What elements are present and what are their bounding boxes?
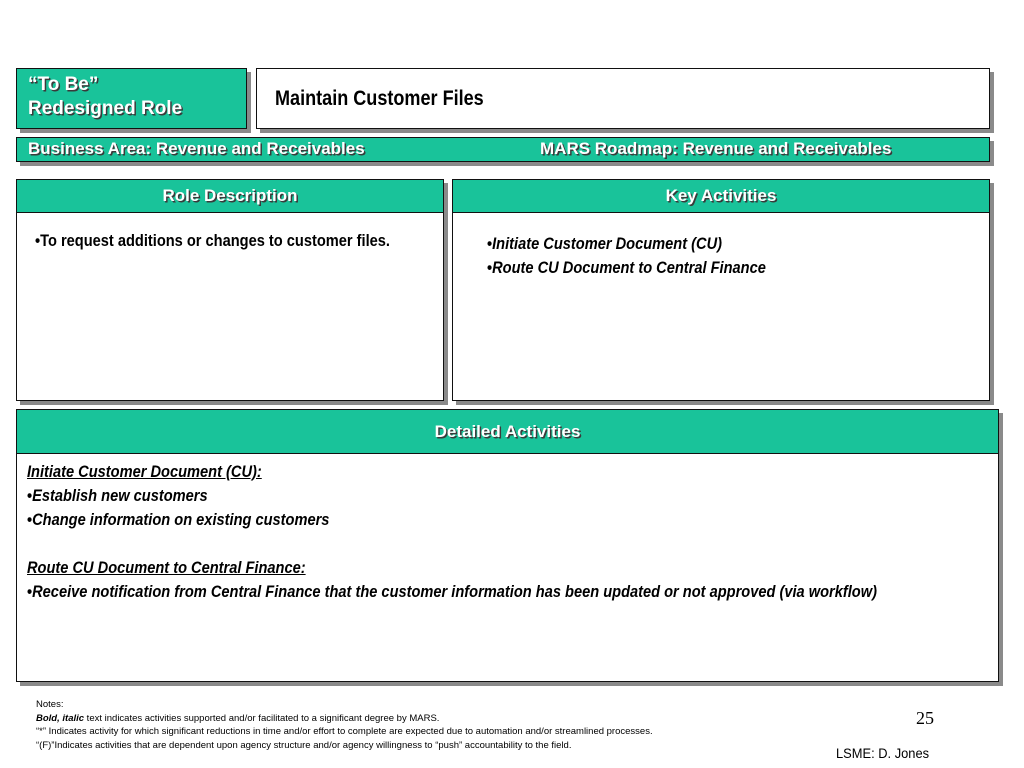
role-description-item-text: To request additions or changes to customer files. [40, 231, 390, 250]
role-description-heading: Role Description [17, 180, 443, 213]
list-item: •Establish new customers [27, 486, 208, 505]
role-tag-line2: Redesigned Role [28, 98, 183, 119]
key-activity-text: Route CU Document to Central Finance [492, 258, 766, 277]
role-tag-line1: “To Be” [28, 74, 99, 95]
detailed-activities-heading: Detailed Activities [17, 410, 998, 454]
page-number: 25 [916, 708, 934, 728]
business-area-label: Business Area: Revenue and Receivables [28, 139, 365, 158]
list-item: •Receive notification from Central Finance that the customer information has been updated or not approved (via workflow) [27, 582, 877, 601]
notes-line-2: “*” Indicates activity for which significant reductions in time and/or effort to complete are expected due to automation and/or streamlined processes. [36, 726, 653, 737]
list-item: •Change information on existing customers [27, 510, 330, 529]
key-activities-list [487, 232, 766, 280]
notes-line-1-text: text indicates activities supported and/or facilitated to a significant degree by MARS. [84, 712, 440, 724]
author-credit: LSME: D. Jones [836, 745, 930, 761]
key-activity-text: Initiate Customer Document (CU) [492, 234, 722, 253]
key-activities-panel [452, 179, 990, 401]
group-title: Initiate Customer Document (CU): [27, 462, 262, 481]
list-item: •Route CU Document to Central Finance [487, 258, 766, 277]
role-description-panel [16, 179, 444, 401]
detailed-activity-text: Establish new customers [32, 486, 208, 505]
role-tag-box [16, 68, 247, 129]
list-item: •Initiate Customer Document (CU) [487, 234, 722, 253]
detailed-activities-panel [16, 409, 999, 682]
page-title: Maintain Customer Files [275, 87, 484, 110]
notes-line-3: “(F)”Indicates activities that are dependent upon agency structure and/or agency willingness to “push” accountability to the field. [36, 739, 572, 751]
detailed-activities-list [27, 460, 877, 604]
notes-block [36, 698, 653, 752]
notes-line-1 [36, 712, 653, 726]
notes-emphasis: Bold, italic [36, 712, 85, 724]
roadmap-label: MARS Roadmap: Revenue and Receivables [540, 139, 892, 158]
title-box [256, 68, 990, 129]
detailed-activity-text: Receive notification from Central Finance that the customer information has been updated or not approved (via workflow) [32, 582, 877, 601]
business-area-bar [16, 137, 990, 162]
group-title: Route CU Document to Central Finance: [27, 558, 306, 577]
notes-label: Notes: [36, 699, 64, 710]
key-activities-heading: Key Activities [453, 180, 989, 213]
spacer [27, 532, 877, 556]
role-description-item: •To request additions or changes to customer files. [35, 231, 390, 250]
detailed-activity-text: Change information on existing customers [32, 510, 330, 529]
